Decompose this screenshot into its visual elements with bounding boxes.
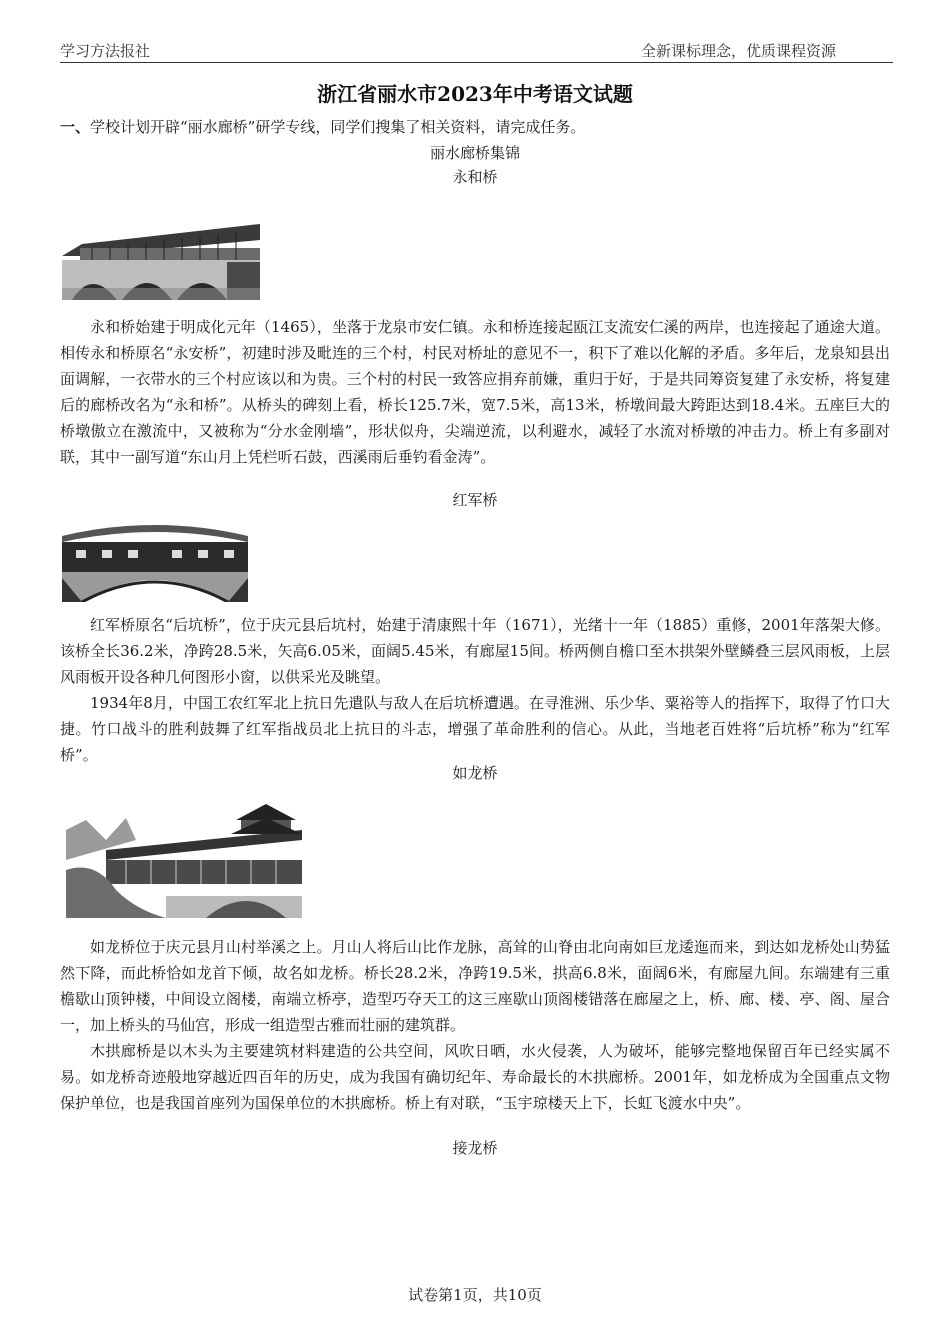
yonghe-bridge-photo	[62, 218, 260, 300]
yonghe-paragraph: 永和桥始建于明成化元年（1465），坐落于龙泉市安仁镇。永和桥连接起瓯江支流安仁溪的两岸，也连接起了通途大道。相传永和桥原名“永安桥”，初建时涉及毗连的三个村，村民对桥址的意见不一，积下了难以化解的矛盾。多年后，龙泉知县出面调解，一衣带水的三个村应该以和为贵。三个村的村民一致答应捐弃前嫌，重归于好，于是共同筹资复建了永安桥，将复建后的廊桥改名为“永和桥”。从桥头的碑刻上看，桥长125.7米，宽7.5米，高13米，桥墩间最大跨距达到18.4米。五座巨大的桥墩傲立在激流中，又被称为“分水金刚墙”，形状似舟，尖端逆流，以利避水，减轻了水流对桥墩的冲击力。桥上有多副对联，其中一副写道“东山月上凭栏听石鼓，西溪雨后垂钓看金涛”。	[60, 318, 890, 466]
bridge-heading-rulong: 如龙桥	[452, 764, 498, 782]
bridge-heading-yonghe: 永和桥	[452, 168, 498, 186]
header-slogan: 全新课标理念，优质课程资源	[640, 42, 836, 60]
rulong-paragraph-2: 木拱廊桥是以木头为主要建筑材料建造的公共空间，风吹日晒，水火侵袭，人为破坏，能够完整地保留百年已经实属不易。如龙桥奇迹般地穿越近四百年的历史，成为我国有确切纪年、寿命最长的木拱廊桥。2001年，如龙桥成为全国重点文物保护单位，也是我国首座列为国保单位的木拱廊桥。桥上有对联，“玉宇琼楼天上下，长虹飞渡水中央”。	[60, 1042, 890, 1112]
hongjun-paragraph-2: 1934年8月，中国工农红军北上抗日先遣队与敌人在后坑桥遭遇。在寻淮洲、乐少华、粟裕等人的指挥下，取得了竹口大捷。竹口战斗的胜利鼓舞了红军指战员北上抗日的斗志，增强了革命胜利的信心。从此，当地老百姓将“后坑桥”称为“红军桥”。	[60, 694, 890, 764]
header-publisher: 学习方法报社	[60, 42, 151, 60]
collection-title: 丽水廊桥集锦	[429, 144, 520, 162]
hongjun-bridge-photo	[62, 518, 248, 602]
bridge-heading-hongjun: 红军桥	[452, 491, 498, 509]
page-footer: 试卷第1页，共10页	[408, 1286, 542, 1304]
question-prompt	[60, 116, 890, 138]
question-number: 一、	[60, 118, 91, 136]
hongjun-paragraph-1: 红军桥原名“后坑桥”，位于庆元县后坑村，始建于清康熙十年（1671），光绪十一年（1885）重修，2001年落架大修。该桥全长36.2米，净跨28.5米，矢高6.05米，面阔5.45米，有廊屋15间。桥两侧自檐口至木拱架外壁鳞叠三层风雨板，上层风雨板开设各种几何图形小窗，以供采光及眺望。	[60, 616, 890, 686]
rulong-bridge-photo	[66, 800, 302, 918]
bridge-heading-jielong: 接龙桥	[452, 1139, 498, 1157]
question-text: 学校计划开辟“丽水廊桥”研学专线，同学们搜集了相关资料，请完成任务。	[90, 118, 586, 136]
header-divider	[60, 62, 893, 63]
rulong-paragraph-1: 如龙桥位于庆元县月山村举溪之上。月山人将后山比作龙脉，高耸的山脊由北向南如巨龙逶迤而来，到达如龙桥处山势猛然下降，而此桥恰如龙首下倾，故名如龙桥。桥长28.2米，净跨19.5米，拱高6.8米，面阔6米，有廊屋九间。东端建有三重檐歇山顶钟楼，中间设立阁楼，南端立桥亭，造型巧夺天工的这三座歇山顶阁楼错落在廊屋之上，桥、廊、楼、亭、阁、屋合一，加上桥头的马仙宫，形成一组造型古雅而壮丽的建筑群。	[60, 938, 890, 1034]
exam-title: 浙江省丽水市2023年中考语文试题	[317, 82, 633, 106]
